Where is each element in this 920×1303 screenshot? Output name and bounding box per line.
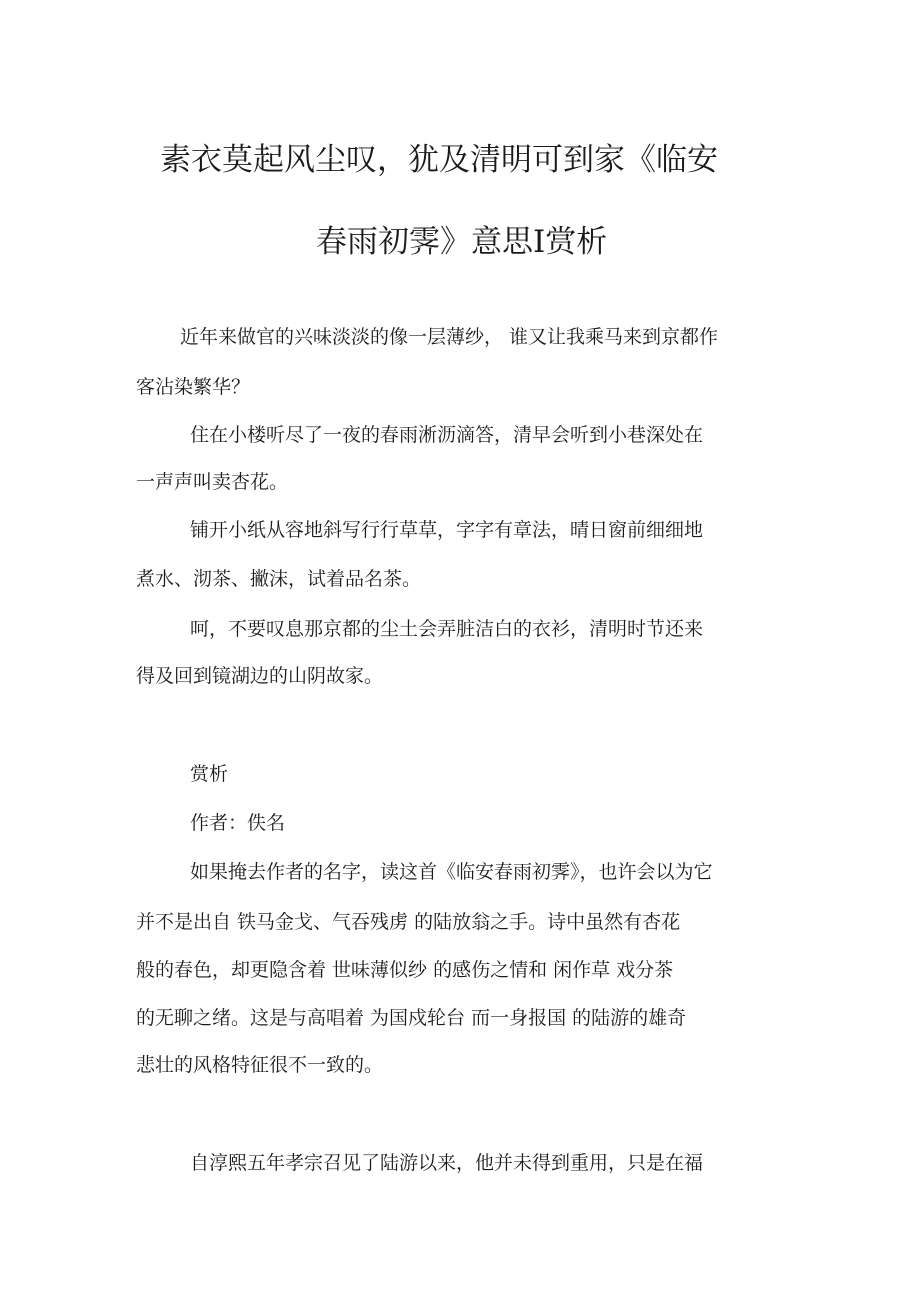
- appreciation-p1-line-3: 般的春色，却更隐含着 世味薄似纱 的感伤之情和 闲作草 戏分茶: [136, 959, 674, 981]
- title-line-1: 素衣莫起风尘叹，犹及清明可到家《临安: [160, 142, 718, 178]
- appreciation-p1-line-4: 的无聊之绪。这是与高唱着 为国戍轮台 而一身报国 的陆游的雄奇: [136, 1007, 687, 1029]
- appreciation-p1-line-5: 悲壮的风格特征很不一致的。: [136, 1054, 384, 1076]
- appreciation-p1-line-2: 并不是出自 铁马金戈、气吞残虏 的陆放翁之手。诗中虽然有杏花: [136, 911, 681, 933]
- translation-p3-line-2: 煮水、沏茶、撇沫，试着品名茶。: [136, 568, 422, 590]
- translation-p2-line-1: 住在小楼听尽了一夜的春雨淅沥滴答，清早会听到小巷深处在: [190, 424, 704, 446]
- title-line-2: 春雨初霁》意思I赏析: [316, 224, 608, 260]
- appreciation-author: 作者：佚名: [190, 812, 286, 834]
- translation-p1-line-1: 近年来做官的兴味淡淡的像一层薄纱， 谁又让我乘马来到京都作: [180, 326, 719, 348]
- appreciation-p2-line-1: 自淳熙五年孝宗召见了陆游以来，他并未得到重用，只是在福: [190, 1152, 704, 1174]
- translation-p4-line-1: 呵，不要叹息那京都的尘土会弄脏洁白的衣衫，清明时节还来: [190, 618, 704, 640]
- translation-p2-line-2: 一声声叫卖杏花。: [136, 471, 289, 493]
- translation-p1-line-2: 客沾染繁华？: [136, 376, 251, 398]
- translation-p4-line-2: 得及回到镜湖边的山阴故家。: [136, 665, 384, 687]
- appreciation-p1-line-1: 如果掩去作者的名字，读这首《临安春雨初霁》，也许会以为它: [190, 861, 713, 883]
- translation-p3-line-1: 铺开小纸从容地斜写行行草草，字字有章法，晴日窗前细细地: [190, 519, 704, 541]
- appreciation-heading: 赏析: [190, 763, 229, 785]
